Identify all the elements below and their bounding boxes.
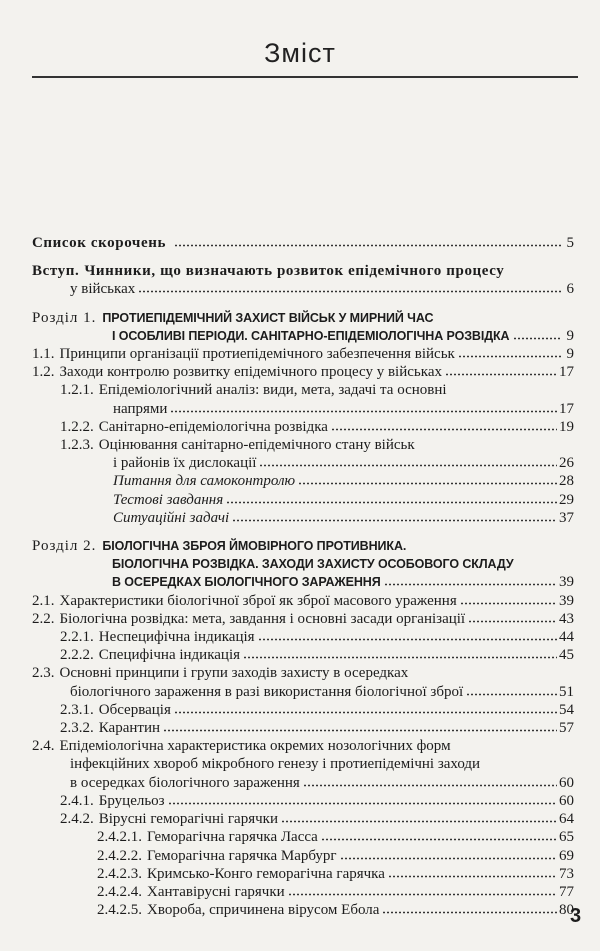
dot-leader bbox=[384, 583, 557, 586]
toc-entry bbox=[32, 737, 574, 792]
dot-leader bbox=[460, 602, 557, 605]
entry-title: Карантин bbox=[98, 720, 161, 737]
dot-leader bbox=[243, 656, 557, 659]
entry-number: 1.2.1. bbox=[60, 382, 94, 399]
entry-title: Питання для самоконтролю bbox=[113, 473, 296, 490]
entry-number: 2.2. bbox=[32, 610, 55, 627]
toc-entry-line bbox=[32, 755, 574, 773]
entry-number: 2.4.2.5. bbox=[97, 902, 142, 919]
toc-entry-line bbox=[32, 683, 574, 701]
entry-title: Бруцельоз bbox=[98, 792, 165, 809]
entry-number: Розділ 1. bbox=[32, 309, 97, 326]
entry-number: 2.4.1. bbox=[60, 792, 94, 809]
toc-entry-line bbox=[32, 774, 574, 792]
entry-number: 2.4.2.1. bbox=[97, 829, 142, 846]
toc-entry-line bbox=[32, 610, 574, 628]
toc-entry-line bbox=[32, 262, 574, 280]
entry-number: 1.2.2. bbox=[60, 418, 94, 435]
toc-entry-line bbox=[32, 537, 574, 555]
entry-page-number: 37 bbox=[559, 509, 574, 526]
entry-title: Чинники, що визначають розвиток епідемічного процесу bbox=[84, 263, 505, 280]
toc-entry-line bbox=[32, 646, 574, 664]
toc-entry bbox=[32, 592, 574, 610]
entry-number: 2.4. bbox=[32, 738, 55, 755]
entry-page-number: 51 bbox=[559, 683, 574, 700]
toc-entry bbox=[32, 363, 574, 381]
toc-entry-line bbox=[32, 828, 574, 846]
toc-entry bbox=[32, 883, 574, 901]
toc-entry-line bbox=[32, 701, 574, 719]
entry-number: 2.4.2.4. bbox=[97, 883, 142, 900]
entry-number: 2.1. bbox=[32, 592, 55, 609]
toc-entry bbox=[32, 381, 574, 417]
toc-entry bbox=[32, 847, 574, 865]
toc-entry bbox=[32, 472, 574, 490]
dot-leader bbox=[382, 911, 557, 914]
dot-leader bbox=[281, 820, 557, 823]
dot-leader bbox=[340, 857, 557, 860]
entry-title: в осередках біологічного зараження bbox=[70, 774, 300, 791]
entry-page-number: 57 bbox=[559, 720, 574, 737]
entry-title: ПРОТИЕПІДЕМІЧНИЙ ЗАХИСТ ВІЙСЬК У МИРНИЙ ЧАС bbox=[102, 310, 434, 325]
toc-entry-line bbox=[32, 436, 574, 454]
entry-title: Хвороба, спричинена вірусом Ебола bbox=[147, 902, 380, 919]
page-number: 3 bbox=[570, 905, 582, 927]
entry-page-number: 5 bbox=[566, 235, 574, 251]
entry-page-number: 39 bbox=[559, 592, 574, 609]
toc-entry bbox=[32, 234, 574, 252]
entry-page-number: 43 bbox=[559, 610, 574, 627]
dot-leader bbox=[226, 501, 557, 504]
toc-entry-line bbox=[32, 234, 574, 252]
entry-page-number: 77 bbox=[559, 883, 574, 900]
dot-leader bbox=[174, 244, 562, 247]
entry-page-number: 80 bbox=[559, 902, 574, 919]
dot-leader bbox=[445, 373, 557, 376]
toc-entry-line bbox=[32, 664, 574, 682]
toc-entry-line bbox=[32, 737, 574, 755]
dot-leader bbox=[163, 729, 557, 732]
entry-number: 2.2.1. bbox=[60, 629, 94, 646]
toc-entry-line bbox=[32, 345, 574, 363]
entry-number: Вступ. bbox=[32, 263, 80, 280]
toc-entry-line bbox=[32, 327, 574, 345]
entry-number: 1.2.3. bbox=[60, 437, 94, 454]
entry-number: 2.4.2.3. bbox=[97, 865, 142, 882]
entry-page-number: 64 bbox=[559, 811, 574, 828]
entry-title: І ОСОБЛИВІ ПЕРІОДИ. САНІТАРНО-ЕПІДЕМІОЛОГІЧНА РОЗВІДКА bbox=[112, 328, 510, 343]
entry-number: 2.3.1. bbox=[60, 701, 94, 718]
page-title: Зміст bbox=[264, 38, 336, 68]
entry-title: Ситуаційні задачі bbox=[113, 509, 230, 526]
entry-page-number: 54 bbox=[559, 701, 574, 718]
entry-title: Кримсько-Конго геморагічна гарячка bbox=[147, 865, 385, 882]
entry-title: у військах bbox=[70, 281, 136, 298]
entry-page-number: 69 bbox=[559, 847, 574, 864]
dot-leader bbox=[174, 711, 557, 714]
entry-title: В ОСЕРЕДКАХ БІОЛОГІЧНОГО ЗАРАЖЕННЯ bbox=[112, 575, 381, 590]
entry-page-number: 17 bbox=[559, 400, 574, 417]
entry-number: 2.2.2. bbox=[60, 647, 94, 664]
dot-leader bbox=[288, 893, 557, 896]
toc-entry bbox=[32, 792, 574, 810]
entry-page-number: 28 bbox=[559, 473, 574, 490]
entry-title: Хантавірусні гарячки bbox=[147, 883, 285, 900]
dot-leader bbox=[258, 638, 557, 641]
entry-page-number: 39 bbox=[559, 574, 574, 591]
toc-entry bbox=[32, 810, 574, 828]
toc-entry bbox=[32, 491, 574, 509]
dot-leader bbox=[388, 875, 557, 878]
entry-page-number: 60 bbox=[559, 792, 574, 809]
toc-entry bbox=[32, 418, 574, 436]
toc-entry bbox=[32, 309, 574, 345]
entry-title: Неспецифічна індикація bbox=[98, 629, 255, 646]
toc-entry-line bbox=[32, 573, 574, 591]
entry-page-number: 26 bbox=[559, 455, 574, 472]
toc-entry-line bbox=[32, 719, 574, 737]
toc-entry-line bbox=[32, 509, 574, 527]
entry-number: 2.3.2. bbox=[60, 720, 94, 737]
entry-page-number: 9 bbox=[566, 327, 574, 344]
entry-page-number: 17 bbox=[559, 364, 574, 381]
toc-entry-line bbox=[32, 280, 574, 298]
toc-entry-line bbox=[32, 309, 574, 327]
toc-entry-line bbox=[32, 491, 574, 509]
entry-number: Список скорочень bbox=[32, 235, 167, 251]
entry-number: 2.3. bbox=[32, 665, 55, 682]
toc-entry bbox=[32, 865, 574, 883]
toc-entry-line bbox=[32, 810, 574, 828]
entry-title: напрями bbox=[113, 400, 168, 417]
entry-title: Вірусні геморагічні гарячки bbox=[98, 811, 278, 828]
toc-entry bbox=[32, 537, 574, 592]
toc-entry bbox=[32, 828, 574, 846]
toc-entry bbox=[32, 901, 574, 919]
dot-leader bbox=[298, 482, 557, 485]
table-of-contents bbox=[32, 234, 574, 919]
entry-number: Розділ 2. bbox=[32, 538, 97, 555]
dot-leader bbox=[331, 428, 557, 431]
toc-entry-line bbox=[32, 363, 574, 381]
entry-title: Епідеміологічний аналіз: види, мета, задачі та основні bbox=[98, 382, 447, 399]
toc-entry-line bbox=[32, 901, 574, 919]
entry-title: Оцінювання санітарно-епідемічного стану військ bbox=[98, 437, 415, 454]
dot-leader bbox=[513, 337, 563, 340]
toc-entry-line bbox=[32, 381, 574, 399]
entry-title: Геморагічна гарячка Ласса bbox=[147, 829, 318, 846]
entry-title: БІОЛОГІЧНА РОЗВІДКА. ЗАХОДИ ЗАХИСТУ ОСОБОВОГО СКЛАДУ bbox=[112, 557, 514, 572]
entry-page-number: 6 bbox=[566, 281, 574, 298]
entry-number: 1.1. bbox=[32, 346, 55, 363]
toc-entry-line bbox=[32, 865, 574, 883]
toc-entry bbox=[32, 664, 574, 700]
dot-leader bbox=[138, 290, 562, 293]
entry-title: Санітарно-епідеміологічна розвідка bbox=[98, 418, 328, 435]
dot-leader bbox=[466, 693, 557, 696]
toc-entry bbox=[32, 345, 574, 363]
dot-leader bbox=[468, 620, 557, 623]
entry-page-number: 45 bbox=[559, 647, 574, 664]
entry-page-number: 44 bbox=[559, 629, 574, 646]
toc-entry-line bbox=[32, 454, 574, 472]
toc-entry bbox=[32, 610, 574, 628]
dot-leader bbox=[170, 410, 557, 413]
entry-page-number: 29 bbox=[559, 491, 574, 508]
dot-leader bbox=[232, 519, 557, 522]
entry-page-number: 73 bbox=[559, 865, 574, 882]
dot-leader bbox=[321, 838, 557, 841]
dot-leader bbox=[458, 355, 562, 358]
dot-leader bbox=[303, 784, 557, 787]
toc-entry bbox=[32, 262, 574, 298]
toc-entry-line bbox=[32, 847, 574, 865]
entry-title: Специфічна індикація bbox=[98, 647, 241, 664]
toc-entry-line bbox=[32, 472, 574, 490]
toc-entry bbox=[32, 646, 574, 664]
entry-page-number: 65 bbox=[559, 829, 574, 846]
entry-title: Основні принципи і групи заходів захисту в осередках bbox=[59, 665, 409, 682]
title-rule bbox=[32, 76, 578, 78]
dot-leader bbox=[168, 802, 557, 805]
entry-title: Заходи контролю розвитку епідемічного процесу у військах bbox=[59, 364, 442, 381]
entry-title: БІОЛОГІЧНА ЗБРОЯ ЙМОВІРНОГО ПРОТИВНИКА. bbox=[102, 539, 407, 554]
toc-entry bbox=[32, 628, 574, 646]
toc-entry-line bbox=[32, 418, 574, 436]
entry-title: біологічного зараження в разі використання біологічної зброї bbox=[70, 683, 464, 700]
toc-entry-line bbox=[32, 555, 574, 573]
entry-title: Тестові завдання bbox=[113, 491, 224, 508]
entry-number: 2.4.2.2. bbox=[97, 847, 142, 864]
toc-entry bbox=[32, 719, 574, 737]
entry-title: Епідеміологічна характеристика окремих нозологічних форм bbox=[59, 738, 451, 755]
entry-page-number: 19 bbox=[559, 418, 574, 435]
entry-title: Принципи організації протиепідемічного забезпечення військ bbox=[59, 346, 455, 363]
toc-entry-line bbox=[32, 400, 574, 418]
dot-leader bbox=[259, 464, 557, 467]
entry-title: і районів їх дислокації bbox=[113, 455, 257, 472]
entry-title: Обсервація bbox=[98, 701, 171, 718]
entry-page-number: 60 bbox=[559, 774, 574, 791]
entry-title: Біологічна розвідка: мета, завдання і основні засади організації bbox=[59, 610, 466, 627]
toc-entry-line bbox=[32, 792, 574, 810]
toc-entry-line bbox=[32, 592, 574, 610]
toc-entry bbox=[32, 701, 574, 719]
entry-title: Характеристики біологічної зброї як зброї масового ураження bbox=[59, 592, 457, 609]
toc-entry bbox=[32, 436, 574, 472]
toc-entry bbox=[32, 509, 574, 527]
entry-title: Геморагічна гарячка Марбург bbox=[147, 847, 337, 864]
entry-title: інфекційних хвороб мікробного генезу і протиепідемічні заходи bbox=[70, 756, 481, 773]
toc-entry-line bbox=[32, 883, 574, 901]
entry-number: 1.2. bbox=[32, 364, 55, 381]
entry-number: 2.4.2. bbox=[60, 811, 94, 828]
toc-entry-line bbox=[32, 628, 574, 646]
entry-page-number: 9 bbox=[566, 346, 574, 363]
